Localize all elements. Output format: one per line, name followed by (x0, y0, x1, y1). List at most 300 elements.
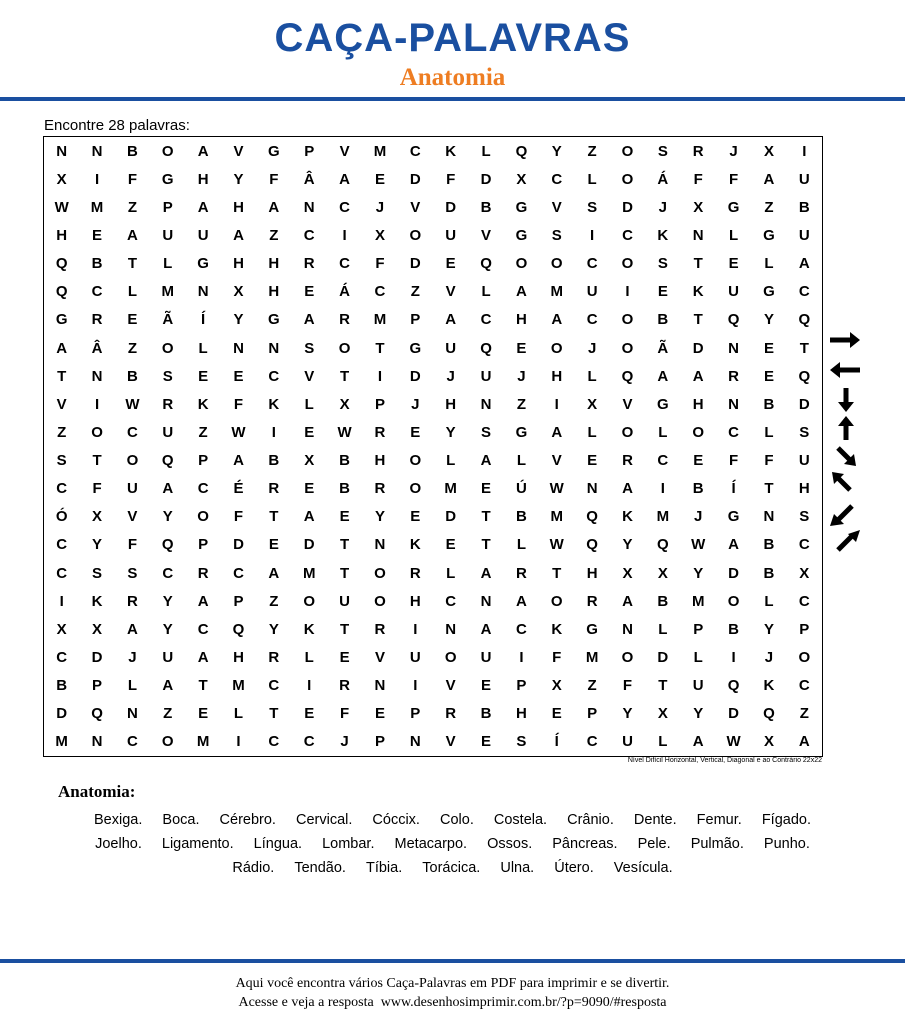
grid-cell: Q (798, 311, 811, 329)
grid-cell: L (764, 592, 774, 610)
word-item: Joelho. (95, 836, 142, 852)
grid-cell: O (91, 423, 103, 441)
grid-cell: Q (586, 536, 598, 554)
grid-cell: I (625, 283, 630, 301)
grid-cell: B (728, 620, 739, 638)
grid-cell: V (304, 367, 315, 385)
grid-cell: N (233, 339, 244, 357)
grid-cell: S (657, 142, 668, 160)
grid-cell: B (692, 480, 704, 498)
word-item: Rádio. (232, 860, 275, 876)
grid-cell: M (373, 311, 387, 329)
grid-cell: Y (763, 620, 774, 638)
word-list-title: Anatomia: (58, 782, 136, 801)
grid-cell: K (91, 592, 103, 610)
grid-cell: J (517, 367, 526, 385)
grid-cell: O (338, 339, 351, 357)
grid-cell: U (622, 733, 633, 751)
grid-cell: J (411, 395, 420, 413)
grid-cell: O (727, 592, 740, 610)
grid-cell: X (763, 733, 774, 751)
grid-cell: S (516, 733, 527, 751)
grid-cell: P (693, 620, 704, 638)
grid-cell: Q (763, 705, 775, 723)
grid-cell: A (56, 339, 68, 357)
word-item: Cóccix. (372, 812, 420, 828)
grid-cell: L (127, 283, 137, 301)
grid-cell: M (656, 508, 670, 526)
grid-cell: U (197, 226, 209, 244)
grid-cell: L (446, 564, 456, 582)
grid-cell: L (163, 255, 173, 273)
grid-cell: Z (57, 423, 67, 441)
word-item: Pulmão. (690, 836, 744, 852)
grid-cell: Í (201, 311, 206, 329)
grid-cell: Z (163, 705, 173, 723)
grid-cell: L (233, 705, 244, 723)
grid-cell: E (481, 677, 492, 695)
grid-cell: R (728, 367, 739, 385)
grid-cell: E (198, 367, 209, 385)
grid-cell: N (692, 226, 704, 244)
grid-cell: R (515, 564, 527, 582)
grid-cell: T (269, 508, 279, 526)
grid-cell: C (657, 452, 669, 470)
grid-cell: T (92, 452, 102, 470)
grid-cell: B (657, 311, 669, 329)
grid-cell: B (339, 452, 350, 470)
grid-cell: L (304, 649, 314, 667)
grid-cell: O (161, 142, 174, 160)
grid-cell: O (409, 480, 422, 498)
grid-cell: H (515, 311, 527, 329)
grid-cell: C (586, 255, 598, 273)
grid-cell: Z (799, 705, 809, 723)
grid-cell: R (197, 564, 209, 582)
grid-cell: C (268, 677, 280, 695)
grid-cell: Y (374, 508, 385, 526)
grid-cell: R (268, 649, 280, 667)
grid-cell: V (410, 198, 421, 216)
grid-cell: C (798, 592, 810, 610)
grid-cell: Í (731, 480, 736, 498)
grid-cell: U (409, 649, 421, 667)
grid-cell: Y (763, 311, 774, 329)
grid-cell: K (657, 226, 669, 244)
grid-cell: A (622, 592, 633, 610)
grid-cell: U (162, 226, 174, 244)
grid-cell: C (56, 480, 68, 498)
grid-cell: H (409, 592, 421, 610)
grid-cell: E (410, 423, 421, 441)
grid-cell: A (551, 423, 563, 441)
grid-cell: T (552, 564, 562, 582)
grid-cell: E (445, 536, 456, 554)
grid-cell: X (304, 452, 315, 470)
grid-cell: Y (622, 705, 633, 723)
grid-cell: P (516, 677, 527, 695)
grid-cell: L (693, 649, 703, 667)
grid-cell: S (56, 452, 67, 470)
grid-cell: Z (269, 592, 279, 610)
word-item: Costela. (493, 812, 548, 828)
grid-cell: M (196, 733, 210, 751)
grid-cell: H (692, 395, 704, 413)
grid-cell: Â (91, 339, 103, 357)
grid-cell: P (198, 536, 209, 554)
grid-cell: W (337, 423, 352, 441)
grid-cell: G (268, 142, 280, 160)
grid-cell: Q (657, 536, 669, 554)
grid-cell: L (481, 142, 491, 160)
grid-cell: L (127, 677, 137, 695)
grid-cell: C (303, 733, 315, 751)
grid-cell: Q (55, 255, 68, 273)
grid-cell: M (90, 198, 104, 216)
grid-cell: G (586, 620, 598, 638)
grid-cell: I (802, 142, 807, 160)
grid-cell: V (233, 142, 244, 160)
arrow-up-right-icon (838, 530, 860, 550)
grid-cell: H (233, 255, 244, 273)
grid-cell: K (197, 395, 209, 413)
grid-cell: C (126, 733, 138, 751)
grid-cell: L (764, 255, 774, 273)
grid-cell: F (127, 170, 137, 188)
grid-cell: P (198, 452, 209, 470)
grid-cell: N (56, 142, 68, 160)
grid-cell: A (692, 733, 704, 751)
grid-cell: B (56, 677, 68, 695)
grid-cell: C (56, 649, 68, 667)
grid-cell: E (304, 705, 315, 723)
grid-cell: D (409, 367, 421, 385)
grid-cell: R (268, 480, 280, 498)
grid-cell: E (587, 452, 598, 470)
grid-cell: G (197, 255, 209, 273)
grid-cell: P (304, 142, 315, 160)
grid-cell: J (340, 733, 349, 751)
grid-cell: A (197, 592, 209, 610)
grid-cell: Z (127, 198, 137, 216)
grid-cell: X (657, 705, 668, 723)
grid-cell: G (763, 283, 775, 301)
grid-cell: A (551, 311, 563, 329)
grid-cell: I (94, 395, 100, 413)
grid-cell: H (56, 226, 68, 244)
difficulty-note: Nível Difícil Horizontal, Vertical, Diagonal e ao Contrário 22x22 (627, 757, 822, 764)
grid-cell: D (56, 705, 68, 723)
grid-cell: T (375, 339, 385, 357)
grid-cell: U (162, 649, 174, 667)
grid-cell: Y (233, 170, 244, 188)
grid-cell: O (374, 564, 386, 582)
grid-cell: X (56, 620, 67, 638)
grid-cell: X (587, 395, 598, 413)
grid-cell: E (551, 705, 562, 723)
grid-cell: N (91, 142, 103, 160)
grid-cell: É (233, 480, 244, 498)
word-item: Útero. (554, 860, 594, 876)
grid-cell: D (728, 564, 739, 582)
grid-cell: F (375, 255, 385, 273)
word-item: Dente. (633, 812, 677, 828)
grid-cell: P (587, 705, 598, 723)
grid-cell: Z (764, 198, 774, 216)
grid-cell: J (375, 198, 385, 216)
grid-cell: O (550, 592, 563, 610)
grid-cell: B (657, 592, 669, 610)
grid-cell: M (161, 283, 175, 301)
grid-cell: B (763, 395, 775, 413)
grid-cell: F (340, 705, 350, 723)
grid-cell: A (515, 283, 527, 301)
grid-cell: B (763, 536, 775, 554)
grid-cell: Z (198, 423, 208, 441)
grid-cell: S (92, 564, 103, 582)
grid-cell: P (410, 705, 421, 723)
grid-cell: C (409, 142, 421, 160)
grid-cell: G (727, 508, 740, 526)
grid-cell: U (445, 339, 457, 357)
grid-cell: B (798, 198, 810, 216)
grid-cell: Â (303, 170, 315, 188)
grid-cell: X (551, 677, 562, 695)
grid-cell: G (409, 339, 422, 357)
grid-cell: F (622, 677, 633, 695)
grid-cell: Q (727, 677, 740, 695)
grid-cell: A (197, 142, 209, 160)
grid-cell: C (233, 564, 244, 582)
grid-cell: V (374, 649, 385, 667)
grid-cell: D (303, 536, 315, 554)
grid-cell: Q (232, 620, 245, 638)
grid-cell: T (198, 677, 208, 695)
grid-cell: N (268, 339, 280, 357)
footer-line-2: Acesse e veja a resposta www.desenhosimprimir.com.br/?p=9090/#resposta (238, 995, 667, 1010)
grid-cell: W (549, 536, 564, 554)
word-item: Crânio. (567, 812, 614, 828)
grid-cell: D (622, 198, 633, 216)
top-divider (0, 97, 905, 101)
grid-cell: O (550, 255, 563, 273)
grid-cell: T (127, 255, 137, 273)
grid-cell: T (340, 620, 350, 638)
grid-cell: C (551, 170, 563, 188)
grid-cell: A (303, 508, 315, 526)
grid-cell: T (764, 480, 774, 498)
grid-cell: Á (657, 170, 669, 188)
arrow-up-icon (838, 416, 854, 440)
grid-cell: I (342, 226, 347, 244)
grid-cell: J (587, 339, 597, 357)
grid-cell: T (340, 564, 350, 582)
grid-cell: T (340, 536, 350, 554)
word-item: Fígado. (761, 812, 811, 828)
grid-cell: S (799, 508, 810, 526)
grid-cell: I (236, 733, 241, 751)
grid-cell: H (268, 283, 280, 301)
word-item: Colo. (440, 812, 474, 828)
grid-cell: E (763, 339, 774, 357)
grid-cell: P (799, 620, 810, 638)
grid-cell: Y (268, 620, 279, 638)
grid-cell: B (763, 564, 775, 582)
grid-cell: T (658, 677, 668, 695)
grid-cell: N (763, 508, 775, 526)
word-item: Ossos. (487, 836, 533, 852)
grid-cell: X (693, 198, 704, 216)
grid-cell: U (445, 226, 457, 244)
grid-cell: E (127, 311, 138, 329)
grid-cell: B (339, 480, 350, 498)
page-subtitle: Anatomia (399, 64, 506, 91)
grid-cell: O (161, 733, 174, 751)
grid-cell: B (91, 255, 103, 273)
grid-cell: N (91, 367, 103, 385)
grid-cell: N (586, 480, 598, 498)
grid-cell: U (728, 283, 739, 301)
grid-cell: T (481, 508, 491, 526)
grid-cell: T (57, 367, 67, 385)
grid-cell: V (445, 677, 456, 695)
grid-cell: M (691, 592, 705, 610)
grid-cell: U (339, 592, 350, 610)
grid-cell: H (586, 564, 598, 582)
grid-cell: A (233, 452, 244, 470)
word-item: Cérebro. (219, 812, 276, 828)
bottom-divider (0, 959, 905, 963)
grid-cell: Y (233, 311, 244, 329)
word-item: Pâncreas. (552, 836, 618, 852)
grid-cell: N (728, 395, 739, 413)
grid-cell: C (374, 283, 386, 301)
grid-cell: C (798, 536, 810, 554)
grid-cell: R (339, 677, 350, 695)
grid-cell: C (197, 480, 209, 498)
grid-cell: O (161, 339, 174, 357)
grid-cell: G (161, 170, 174, 188)
grid-cell: E (728, 255, 739, 273)
grid-cell: A (515, 592, 527, 610)
grid-cell: S (127, 564, 138, 582)
grid-cell: B (126, 367, 138, 385)
grid-cell: K (692, 283, 704, 301)
grid-cell: C (728, 423, 739, 441)
grid-cell: L (446, 452, 456, 470)
grid-cell: E (233, 367, 244, 385)
grid-cell: O (621, 142, 634, 160)
grid-cell: F (233, 508, 244, 526)
grid-cell: F (269, 170, 279, 188)
grid-cell: D (692, 339, 704, 357)
grid-cell: E (410, 508, 421, 526)
grid-cell: S (551, 226, 562, 244)
grid-cell: V (551, 452, 562, 470)
grid-cell: X (233, 283, 244, 301)
grid-cell: U (798, 452, 810, 470)
grid-cell: F (446, 170, 456, 188)
grid-cell: A (480, 452, 492, 470)
grid-cell: S (657, 255, 668, 273)
grid-cell: P (374, 733, 385, 751)
grid-cell: D (91, 649, 103, 667)
grid-cell: X (374, 226, 385, 244)
grid-cell: T (693, 255, 703, 273)
arrow-down-right-icon (838, 448, 856, 466)
grid-cell: C (197, 620, 209, 638)
grid-cell: U (480, 367, 492, 385)
grid-cell: N (374, 536, 386, 554)
grid-cell: R (374, 620, 386, 638)
grid-cell: I (554, 395, 559, 413)
grid-cell: E (693, 452, 704, 470)
arrow-right-icon (830, 332, 860, 348)
grid-cell: O (374, 592, 386, 610)
word-item: Tíbia. (365, 860, 403, 876)
grid-cell: O (444, 649, 457, 667)
grid-cell: J (446, 367, 455, 385)
grid-cell: O (550, 339, 563, 357)
word-item: Lombar. (322, 836, 375, 852)
word-list (60, 808, 845, 880)
grid-cell: B (126, 142, 138, 160)
grid-cell: L (764, 423, 774, 441)
grid-cell: A (197, 649, 209, 667)
grid-cell: P (410, 311, 421, 329)
grid-cell: R (586, 592, 598, 610)
grid-cell: Y (162, 508, 173, 526)
grid-cell: C (515, 620, 527, 638)
grid-cell: R (374, 480, 386, 498)
grid-cell: O (621, 423, 634, 441)
grid-cell: S (799, 423, 810, 441)
grid-cell: E (268, 536, 279, 554)
grid-cell: C (798, 283, 810, 301)
grid-cell: D (409, 170, 421, 188)
grid-cell: I (271, 423, 276, 441)
grid-cell: R (445, 705, 457, 723)
grid-cell: N (91, 733, 103, 751)
grid-cell: L (198, 339, 208, 357)
grid-cell: N (303, 198, 315, 216)
grid-cell: D (445, 508, 457, 526)
grid-cell: L (516, 536, 526, 554)
grid-cell: V (56, 395, 67, 413)
grid-cell: L (516, 452, 526, 470)
grid-cell: Q (161, 536, 174, 554)
grid-cell: C (268, 367, 280, 385)
grid-cell: G (763, 226, 775, 244)
grid-cell: Ã (162, 311, 174, 329)
grid-cell: M (302, 564, 316, 582)
grid-cell: X (339, 395, 350, 413)
grid-cell: J (729, 142, 738, 160)
grid-cell: F (127, 536, 137, 554)
grid-cell: A (622, 480, 633, 498)
grid-cell: R (339, 311, 350, 329)
grid-cell: W (691, 536, 706, 554)
grid-cell: T (269, 705, 279, 723)
grid-cell: U (480, 649, 492, 667)
grid-cell: B (268, 452, 280, 470)
grid-cell: O (126, 452, 139, 470)
grid-cell: R (692, 142, 704, 160)
grid-cell: C (126, 423, 138, 441)
footer (0, 974, 905, 1012)
page-title: CAÇA-PALAVRAS (274, 16, 631, 60)
grid-cell: C (91, 283, 103, 301)
